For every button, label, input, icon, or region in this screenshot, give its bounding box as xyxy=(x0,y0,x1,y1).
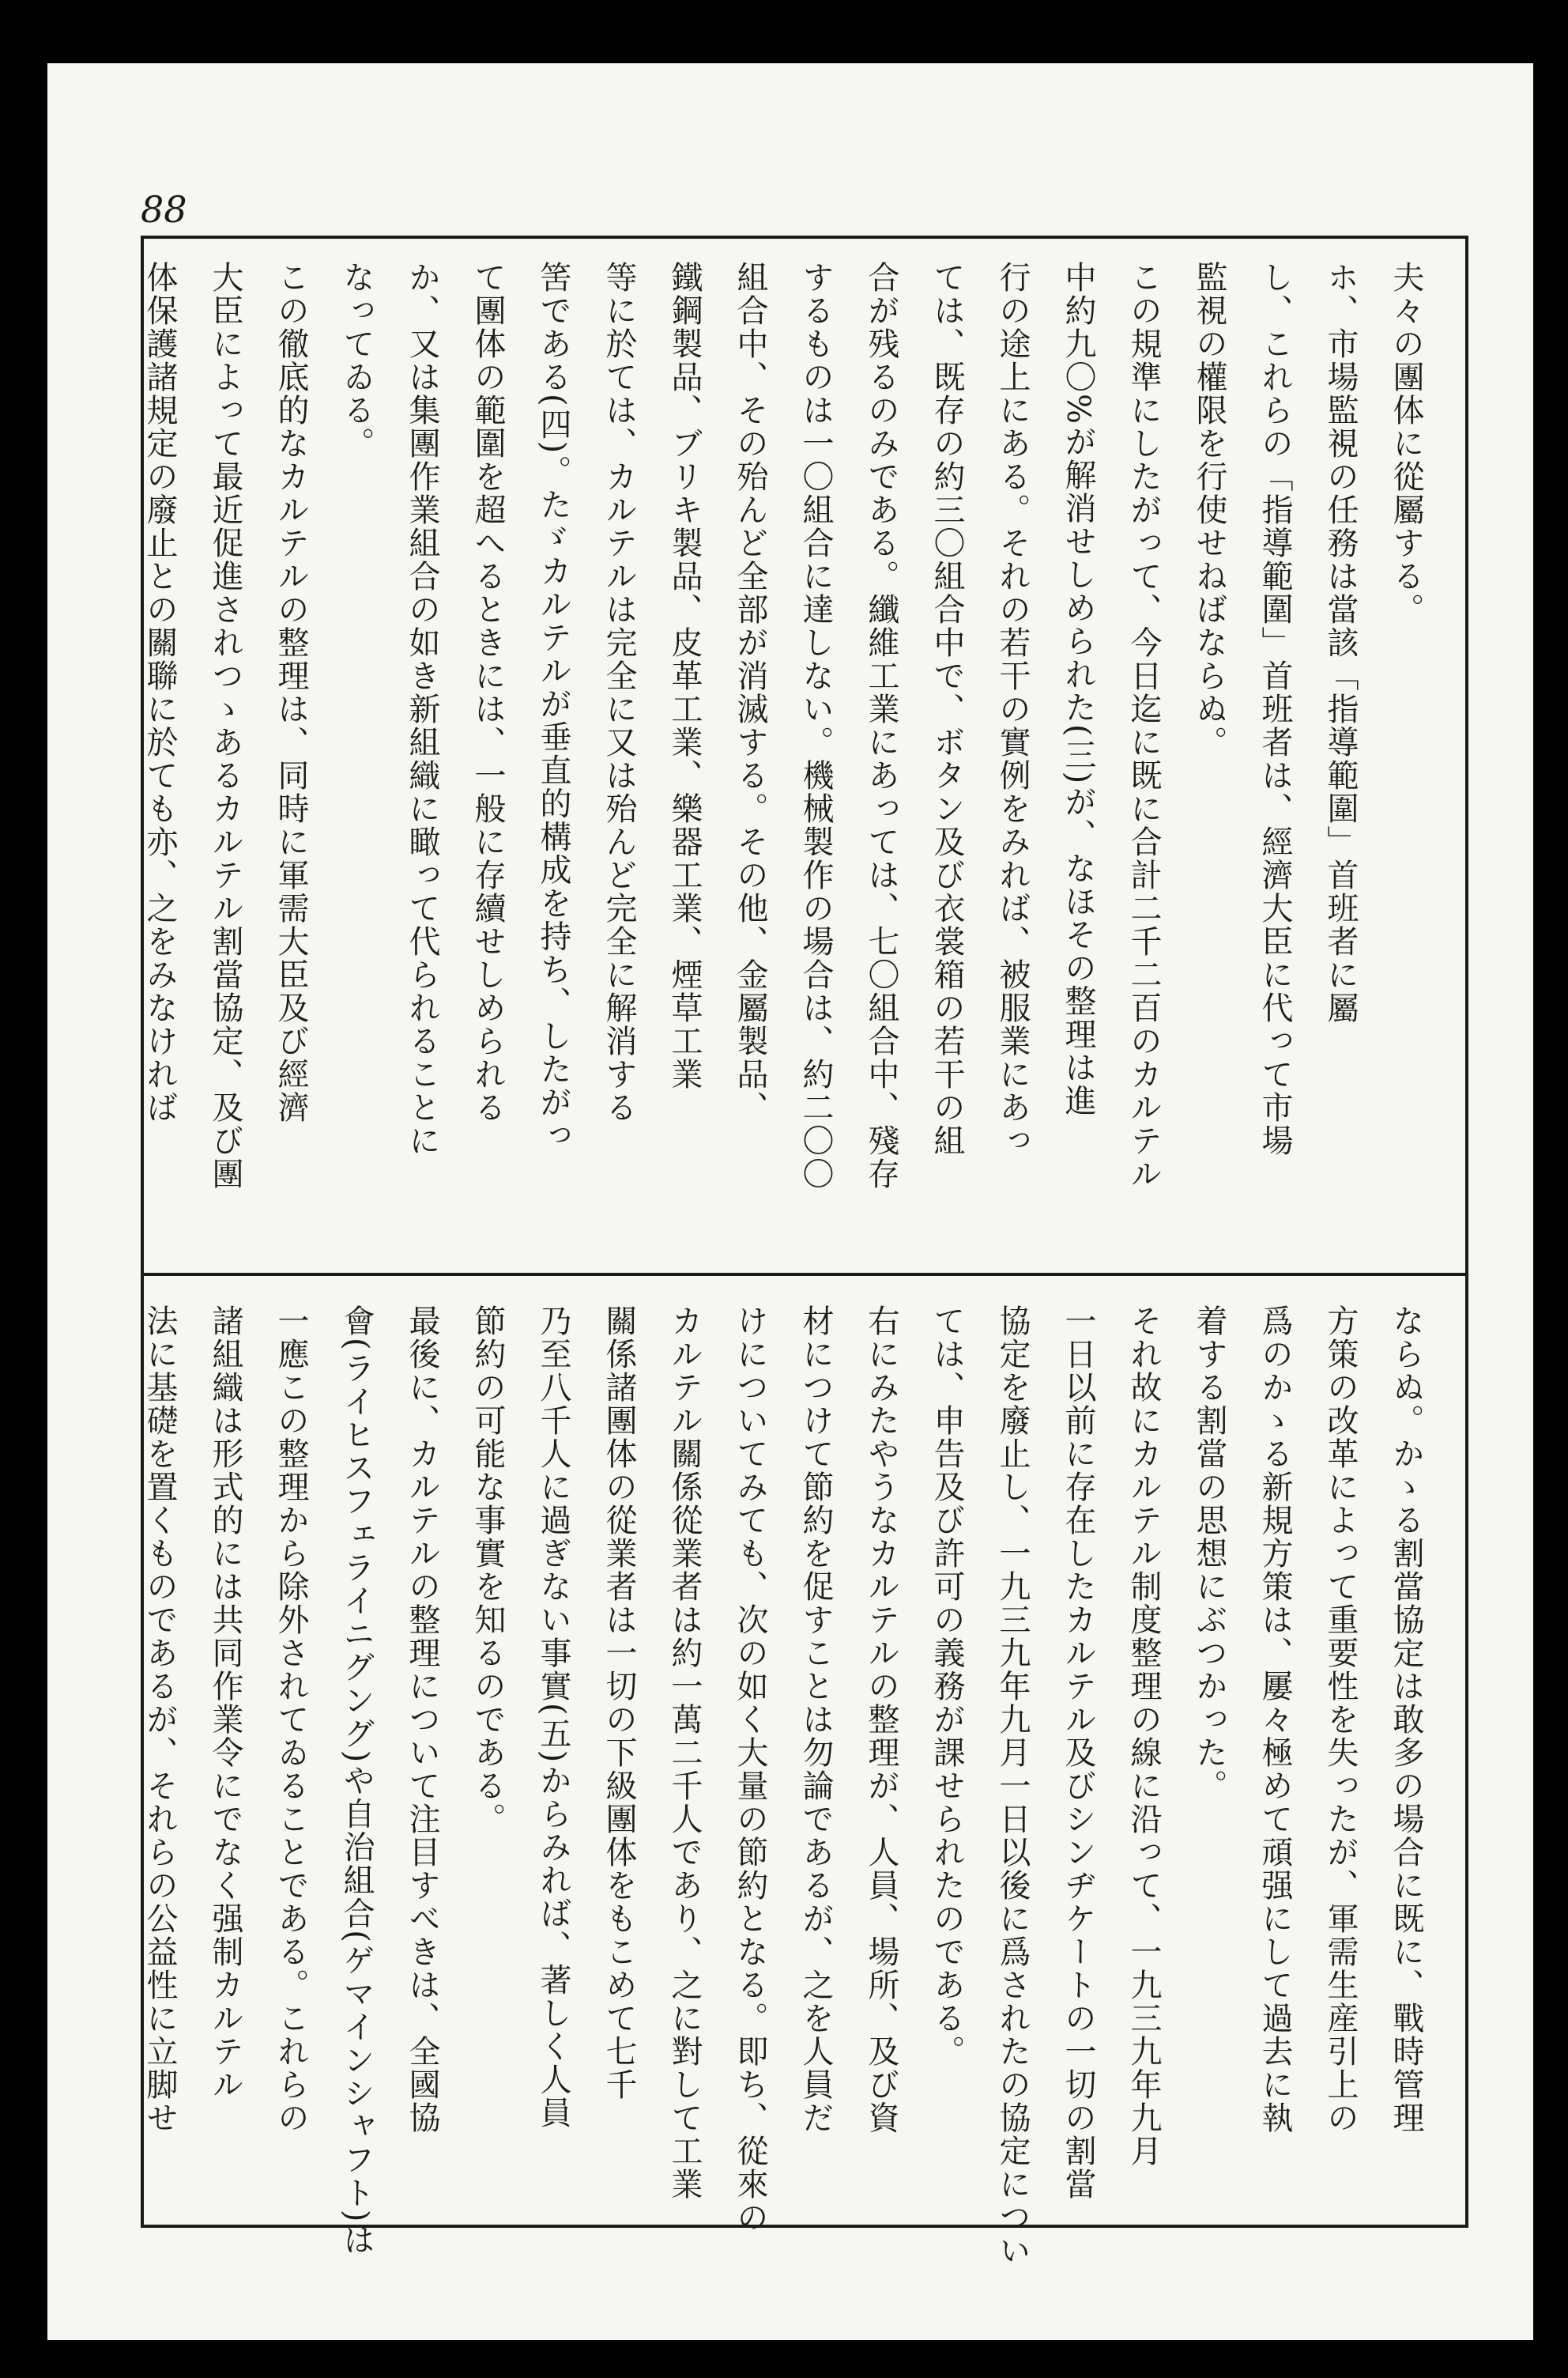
text-column: 等に於ては、カルテルは完全に又は殆んど完全に解消する xyxy=(601,261,637,1124)
text-column: 一應この整理から除外されてゐることである。これらの xyxy=(273,1304,309,2135)
text-column: 協定を廢止し、一九三九年九月一日以後に爲されたの協定につい xyxy=(994,1304,1031,2267)
text-column: ては、既存の約三〇組合中で、ボタン及び衣裳箱の若干の組 xyxy=(929,261,965,1157)
text-column: なってゐる。 xyxy=(338,261,375,460)
text-column: 方策の改革によって重要性を失ったが、軍需生産引上の xyxy=(1322,1304,1359,2135)
text-column: し、これらの「指導範圍」首班者は、經濟大臣に代って市場 xyxy=(1257,261,1293,1157)
text-column: 筈である(四)。たゞカルテルが垂直的構成を持ち、したがっ xyxy=(535,261,571,1153)
text-column: 夫々の團体に從屬する。 xyxy=(1388,261,1424,626)
page-number: 88 xyxy=(141,188,187,231)
text-column: 鐵鋼製品、ブリキ製品、皮革工業、樂器工業、煙草工業 xyxy=(666,261,703,1091)
text-column: するものは一〇組合に達しない。機械製作の場合は、約二〇〇 xyxy=(797,261,834,1191)
text-column: て團体の範圍を超へるときには、一般に存續せしめられる xyxy=(469,261,506,1124)
bottom-text-section xyxy=(141,1304,1438,2267)
text-column: 乃至八千人に過ぎない事實(五)からみれば、著しく人員 xyxy=(535,1304,571,2130)
text-column: けについてみても、次の如く大量の節約となる。即ち、從來の xyxy=(732,1304,768,2234)
text-column: 体保護諸規定の廢止との關聯に於ても亦、之をみなければ xyxy=(141,261,178,1124)
text-column: 大臣によって最近促進されつゝあるカルテル割當協定、及び團 xyxy=(207,261,243,1191)
text-column: この徹底的なカルテルの整理は、同時に軍需大臣及び經濟 xyxy=(273,261,309,1124)
text-column: 爲のかゝる新規方策は、屢々極めて頑强にして過去に執 xyxy=(1257,1304,1293,2135)
text-column: 着する割當の思想にぶつかった。 xyxy=(1191,1304,1227,1802)
text-column: 右にみたやうなカルテルの整理が、人員、場所、及び資 xyxy=(863,1304,899,2135)
text-column: か、又は集團作業組合の如き新組織に瞰って代られることに xyxy=(404,261,440,1157)
text-column: 行の途上にある。それの若干の實例をみれば、被服業にあっ xyxy=(994,261,1031,1157)
text-column: 節約の可能な事實を知るのである。 xyxy=(469,1304,506,1836)
text-column: この規準にしたがって、今日迄に既に合計二千二百のカルテル xyxy=(1125,261,1162,1191)
text-column: 合が残るのみである。纖維工業にあっては、七〇組合中、殘存 xyxy=(863,261,899,1191)
text-column: ホ、市場監視の任務は當該「指導範圍」首班者に屬 xyxy=(1322,261,1359,1025)
text-column: 組合中、その殆んど全部が消滅する。その他、金屬製品、 xyxy=(732,261,768,1124)
text-column: それ故にカルテル制度整理の線に沿って、一九三九年九月 xyxy=(1125,1304,1162,2168)
text-column: ては、申告及び許可の義務が課せられたのである。 xyxy=(929,1304,965,2068)
text-column: 監視の權限を行使せねばならぬ。 xyxy=(1191,261,1227,759)
text-column: 最後に、カルテルの整理について注目すべきは、全國協 xyxy=(404,1304,440,2135)
text-column: 中約九〇%が解消せしめられた(三)が、なほその整理は進 xyxy=(1060,261,1096,1118)
section-divider xyxy=(141,1273,1468,1276)
document-page xyxy=(47,63,1533,2340)
text-column: ならぬ。かゝる割當協定は敢多の場合に既に、戰時管理 xyxy=(1388,1304,1424,2135)
text-column: カルテル關係從業者は約一萬二千人であり、之に對して工業 xyxy=(666,1304,703,2201)
text-column: 會(ライヒスフェライニグング)や自治組合(ゲマインシャフト)は xyxy=(338,1304,375,2257)
text-column: 一日以前に存在したカルテル及びシンヂケートの一切の割當 xyxy=(1060,1304,1096,2201)
top-text-section xyxy=(141,261,1438,1249)
text-column: 法に基礎を置くものであるが、それらの公益性に立脚せ xyxy=(141,1304,178,2135)
text-column: 關係諸團体の從業者は一切の下級團体をもこめて七千 xyxy=(601,1304,637,2101)
text-column: 諸組織は形式的には共同作業令にでなく强制カルテル xyxy=(207,1304,243,2101)
text-column: 材につけて節約を促すことは勿論であるが、之を人員だ xyxy=(797,1304,834,2135)
